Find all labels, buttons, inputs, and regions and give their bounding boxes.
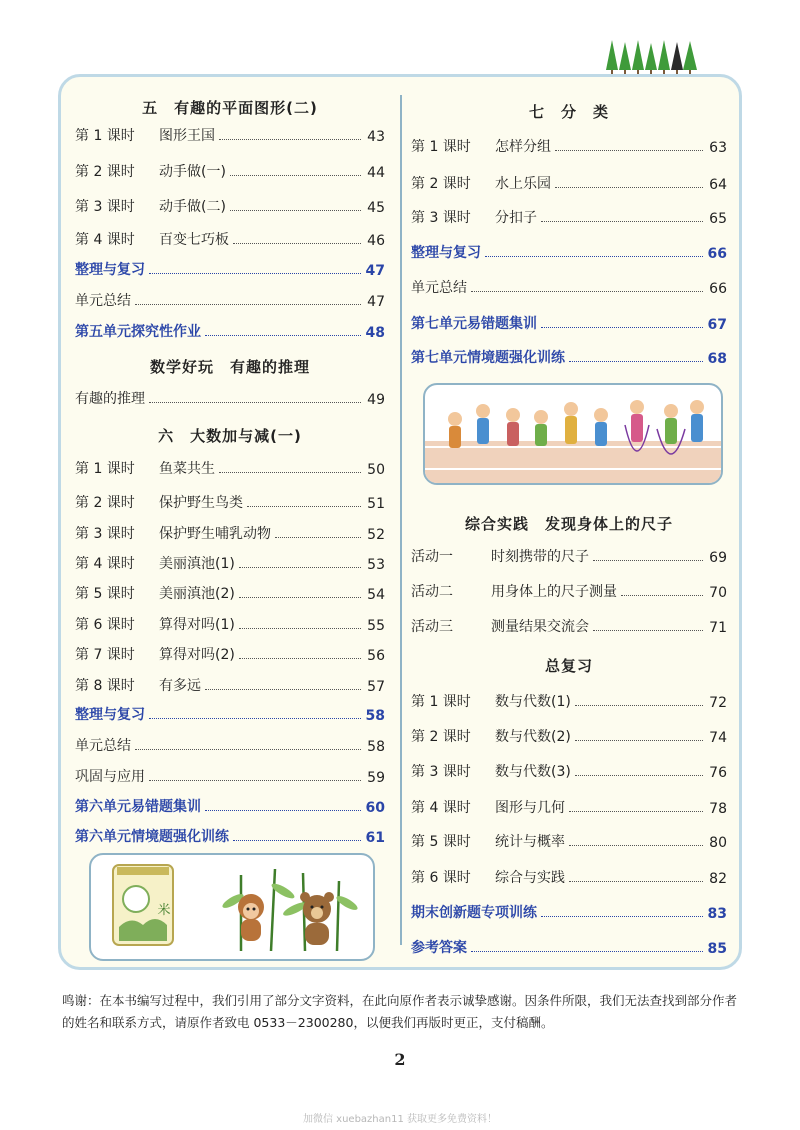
section-heading: 总复习 xyxy=(544,657,593,675)
toc-entry[interactable]: 第 1 课时 数与代数(1) 72 xyxy=(411,694,727,711)
toc-entry[interactable]: 第 2 课时 保护野生鸟类 51 xyxy=(75,495,385,512)
acknowledgement-note: 鸣谢：在本书编写过程中，我们引用了部分文字资料，在此向原作者表示诚挚感谢。因条件所限，我们无法查找到部分作者的姓名和联系方式，请原作者致电 0533－2300280，以便我们再版时更正，支付稿酬。 xyxy=(62,993,738,1030)
toc-entry[interactable]: 第 3 课时 保护野生哺乳动物 52 xyxy=(75,526,385,543)
section-heading: 数学好玩 有趣的推理 xyxy=(149,358,310,376)
toc-entry-final-training[interactable]: 期末创新题专项训练 83 xyxy=(411,905,727,922)
toc-entry[interactable]: 第 4 课时 百变七巧板 46 xyxy=(75,232,385,249)
toc-entry[interactable]: 第 2 课时 水上乐园 64 xyxy=(411,176,727,193)
toc-entry[interactable]: 第 1 课时 图形王国 43 xyxy=(75,128,385,145)
toc-entry[interactable]: 第 5 课时 美丽滇池(2) 54 xyxy=(75,586,385,603)
toc-entry[interactable]: 第 3 课时 动手做(二) 45 xyxy=(75,199,385,216)
toc-entry[interactable]: 第 3 课时 数与代数(3) 76 xyxy=(411,764,727,781)
section-heading: 七 分 类 xyxy=(528,103,609,121)
toc-entry[interactable]: 有趣的推理 49 xyxy=(75,391,385,408)
illustration-drawing xyxy=(425,385,721,483)
section-heading: 综合实践 发现身体上的尺子 xyxy=(464,515,673,533)
toc-entry-summary[interactable]: 单元总结 66 xyxy=(411,280,727,297)
page-number: 2 xyxy=(394,1050,406,1069)
kids-activity-illustration xyxy=(423,383,723,485)
toc-entry-explore[interactable]: 第五单元探究性作业 48 xyxy=(75,324,385,341)
toc-entry[interactable]: 第 3 课时 分扣子 65 xyxy=(411,210,727,227)
toc-entry-context[interactable]: 第六单元情境题强化训练 61 xyxy=(75,829,385,846)
bag-glyph-label: 米 xyxy=(157,903,171,918)
toc-entry-errors[interactable]: 第六单元易错题集训 60 xyxy=(75,799,385,816)
toc-entry[interactable]: 第 4 课时 美丽滇池(1) 53 xyxy=(75,556,385,573)
toc-entry-errors[interactable]: 第七单元易错题集训 67 xyxy=(411,316,727,333)
toc-entry-summary[interactable]: 单元总结 47 xyxy=(75,293,385,310)
toc-entry-review[interactable]: 整理与复习 47 xyxy=(75,262,385,279)
illustration-drawing xyxy=(91,855,373,959)
toc-entry[interactable]: 第 6 课时 综合与实践 82 xyxy=(411,870,727,887)
toc-entry[interactable]: 第 5 课时 统计与概率 80 xyxy=(411,834,727,851)
toc-entry[interactable]: 活动一 时刻携带的尺子 69 xyxy=(411,549,727,566)
toc-entry[interactable]: 第 1 课时 鱼菜共生 50 xyxy=(75,461,385,478)
toc-entry-summary[interactable]: 单元总结 58 xyxy=(75,738,385,755)
toc-entry[interactable]: 活动二 用身体上的尺子测量 70 xyxy=(411,584,727,601)
toc-entry[interactable]: 活动三 测量结果交流会 71 xyxy=(411,619,727,636)
toc-entry[interactable]: 第 6 课时 算得对吗(1) 55 xyxy=(75,617,385,634)
toc-entry-review[interactable]: 整理与复习 58 xyxy=(75,707,385,724)
bag-monkey-bear-illustration xyxy=(89,853,375,961)
column-divider xyxy=(400,95,402,945)
toc-entry-context[interactable]: 第七单元情境题强化训练 68 xyxy=(411,350,727,367)
tree-decoration-icon xyxy=(606,40,700,76)
toc-panel xyxy=(58,74,742,970)
section-heading: 六 大数加与减(一) xyxy=(158,427,302,445)
toc-entry-apply[interactable]: 巩固与应用 59 xyxy=(75,769,385,786)
toc-entry[interactable]: 第 2 课时 动手做(一) 44 xyxy=(75,164,385,181)
toc-entry[interactable]: 第 4 课时 图形与几何 78 xyxy=(411,800,727,817)
toc-entry[interactable]: 第 1 课时 怎样分组 63 xyxy=(411,139,727,156)
toc-entry[interactable]: 第 8 课时 有多远 57 xyxy=(75,678,385,695)
toc-entry[interactable]: 第 2 课时 数与代数(2) 74 xyxy=(411,729,727,746)
toc-entry[interactable]: 第 7 课时 算得对吗(2) 56 xyxy=(75,647,385,664)
watermark-text: 加微信 xuebazhan11 获取更多免费资料！ xyxy=(302,1114,498,1125)
toc-entry-answers[interactable]: 参考答案 85 xyxy=(411,940,727,957)
section-heading: 五 有趣的平面图形(二) xyxy=(142,99,318,117)
toc-entry-review[interactable]: 整理与复习 66 xyxy=(411,245,727,262)
